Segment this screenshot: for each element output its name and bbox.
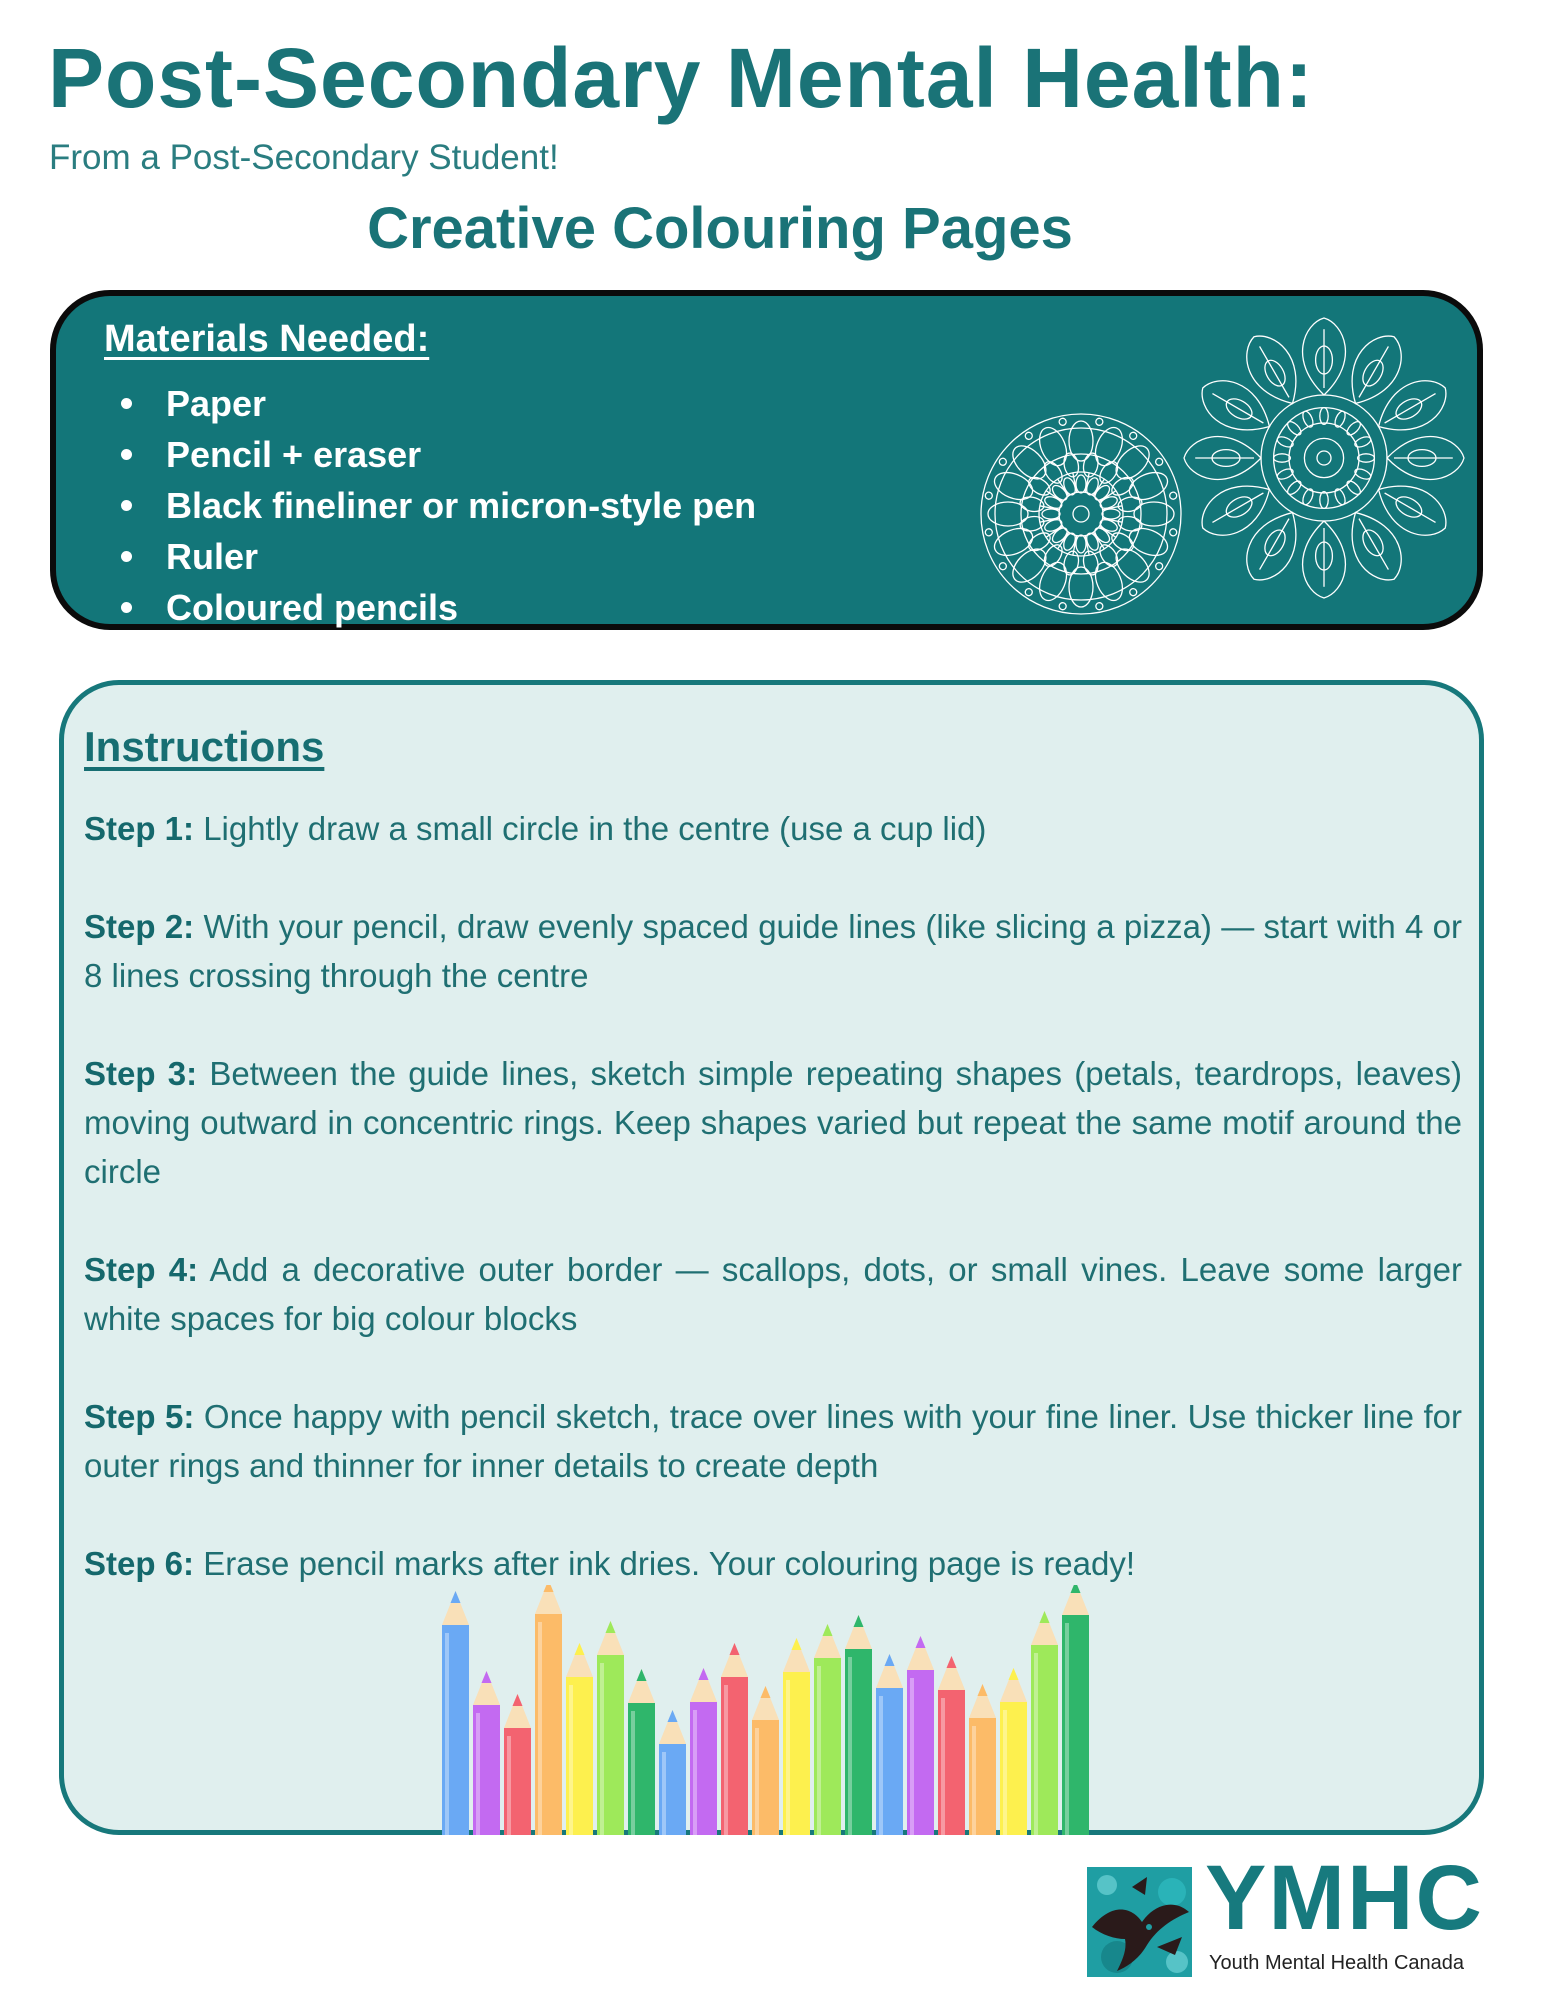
pencil (504, 1694, 531, 1835)
mandala-large-icon (1181, 310, 1467, 606)
step-label: Step 5: (84, 1398, 195, 1435)
pencil (721, 1643, 748, 1835)
section-title: Creative Colouring Pages (367, 196, 1073, 261)
pencil (845, 1615, 872, 1835)
page-subtitle: From a Post-Secondary Student! (49, 138, 559, 177)
coloured-pencils-icon (440, 1585, 1105, 1835)
logo-tagline: Youth Mental Health Canada (1209, 1952, 1464, 1974)
pencil (938, 1656, 965, 1835)
materials-heading: Materials Needed: (104, 318, 430, 360)
pencil (690, 1668, 717, 1835)
step-5 (84, 1392, 1462, 1490)
pencil (783, 1638, 810, 1835)
ymhc-logo-icon (1087, 1867, 1192, 1977)
step-label: Step 4: (84, 1251, 199, 1288)
pencil (876, 1654, 903, 1835)
step-text: Lightly draw a small circle in the centre (use a cup lid) (194, 810, 987, 847)
materials-item: Ruler (106, 531, 756, 582)
pencil (1062, 1585, 1089, 1835)
pencil (628, 1669, 655, 1835)
pencil (752, 1686, 779, 1835)
pencil (907, 1636, 934, 1835)
pencil (473, 1671, 500, 1835)
pencil (566, 1643, 593, 1835)
step-label: Step 1: (84, 810, 195, 847)
step-3 (84, 1049, 1462, 1196)
materials-item: Black fineliner or micron-style pen (106, 480, 756, 531)
pencil (814, 1624, 841, 1835)
pencil (442, 1591, 469, 1835)
step-text: Add a decorative outer border — scallops, dots, or small vines. Leave some larger white spaces for big colour blocks (84, 1251, 1462, 1337)
materials-panel (50, 290, 1483, 630)
step-1 (84, 804, 1462, 853)
step-text: Between the guide lines, sketch simple repeating shapes (petals, teardrops, leaves) moving outward in concentric rings. Keep shapes varied but repeat the same motif around the circle (84, 1055, 1462, 1190)
pencil (597, 1621, 624, 1835)
step-text: Erase pencil marks after ink dries. Your colouring page is ready! (194, 1545, 1136, 1582)
step-6 (84, 1539, 1462, 1588)
page-title: Post-Secondary Mental Health: (48, 31, 1314, 125)
materials-item: Coloured pencils (106, 582, 756, 633)
step-text: With your pencil, draw evenly spaced guide lines (like slicing a pizza) — start with 4 or 8 lines crossing through the centre (84, 908, 1462, 994)
step-label: Step 6: (84, 1545, 195, 1582)
materials-item: Paper (106, 378, 756, 429)
pencil (969, 1684, 996, 1835)
materials-list (106, 378, 756, 633)
logo-name: YMHC (1205, 1847, 1484, 1949)
pencil (1031, 1611, 1058, 1835)
pencil (535, 1585, 562, 1835)
instructions-heading: Instructions (84, 723, 325, 770)
step-2 (84, 902, 1462, 1000)
step-label: Step 2: (84, 908, 195, 945)
mandala-small-icon (976, 409, 1186, 619)
pencil (659, 1710, 686, 1835)
step-label: Step 3: (84, 1055, 198, 1092)
step-4 (84, 1245, 1462, 1343)
step-text: Once happy with pencil sketch, trace over lines with your fine liner. Use thicker line for outer rings and thinner for inner details to create depth (84, 1398, 1462, 1484)
materials-item: Pencil + eraser (106, 429, 756, 480)
pencil (1000, 1668, 1027, 1835)
